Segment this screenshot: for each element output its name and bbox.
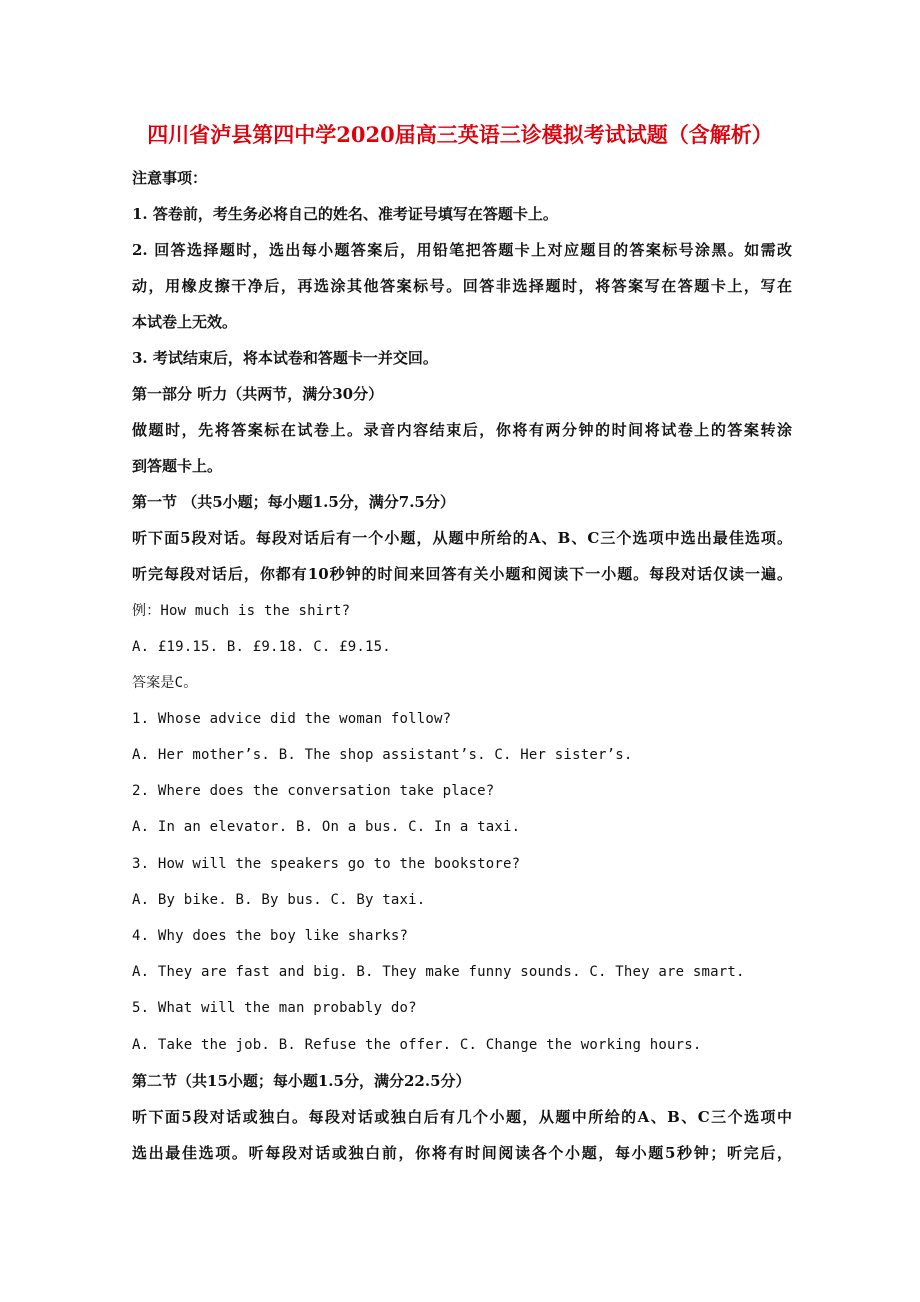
part1-instruction-line-1: 做题时，先将答案标在试卷上。录音内容结束后，你将有两分钟的时间将试卷上的答案转涂 <box>132 421 792 439</box>
section2-instruction-line-2: 选出最佳选项。听每段对话或独白前，你将有时间阅读各个小题，每小题5秒钟；听完后， <box>132 1144 792 1162</box>
part1-heading: 第一部分 听力（共两节，满分30分） <box>132 385 384 403</box>
question-5-options: A. Take the job. B. Refuse the offer. C. Change the working hours. <box>132 1037 702 1053</box>
notice-heading: 注意事项： <box>132 169 208 187</box>
notice-item-1: 1. 答卷前，考生务必将自己的姓名、准考证号填写在答题卡上。 <box>132 205 558 223</box>
section1-instruction-line-1: 听下面5段对话。每段对话后有一个小题，从题中所给的A、B、C三个选项中选出最佳选项。 <box>132 529 792 547</box>
notice-item-2-line-1: 2. 回答选择题时，选出每小题答案后，用铅笔把答题卡上对应题目的答案标号涂黑。如需改 <box>132 241 792 259</box>
question-5: 5. What will the man probably do? <box>132 1000 417 1016</box>
question-2-options: A. In an elevator. B. On a bus. C. In a taxi. <box>132 819 521 835</box>
question-3-options: A. By bike. B. By bus. C. By taxi. <box>132 892 426 908</box>
example-answer: 答案是C。 <box>132 675 198 691</box>
question-1-options: A. Her mother’s. B. The shop assistant’s. C. Her sister’s. <box>132 747 633 763</box>
section2-instruction-line-1: 听下面5段对话或独白。每段对话或独白后有几个小题，从题中所给的A、B、C三个选项中 <box>132 1108 792 1126</box>
notice-item-3: 3. 考试结束后，将本试卷和答题卡一并交回。 <box>132 349 438 367</box>
notice-item-2-line-2: 动，用橡皮擦干净后，再选涂其他答案标号。回答非选择题时，将答案写在答题卡上，写在 <box>132 277 792 295</box>
question-1: 1. Whose advice did the woman follow? <box>132 711 452 727</box>
example-question: 例：How much is the shirt? <box>132 603 351 619</box>
section1-heading: 第一节 （共5小题；每小题1.5分，满分7.5分） <box>132 493 455 511</box>
part1-instruction-line-2: 到答题卡上。 <box>132 457 223 475</box>
question-2: 2. Where does the conversation take place? <box>132 783 495 799</box>
question-3: 3. How will the speakers go to the bookstore? <box>132 856 521 872</box>
question-4: 4. Why does the boy like sharks? <box>132 928 409 944</box>
section1-instruction-line-2: 听完每段对话后，你都有10秒钟的时间来回答有关小题和阅读下一小题。每段对话仅读一遍。 <box>132 565 792 583</box>
question-4-options: A. They are fast and big. B. They make funny sounds. C. They are smart. <box>132 964 745 980</box>
example-options: A. £19.15. B. £9.18. C. £9.15. <box>132 639 391 655</box>
notice-item-2-line-3: 本试卷上无效。 <box>132 313 238 331</box>
document-title: 四川省泸县第四中学2020届高三英语三诊模拟考试试题（含解析） <box>147 122 773 147</box>
section2-heading: 第二节（共15小题；每小题1.5分，满分22.5分） <box>132 1072 471 1090</box>
